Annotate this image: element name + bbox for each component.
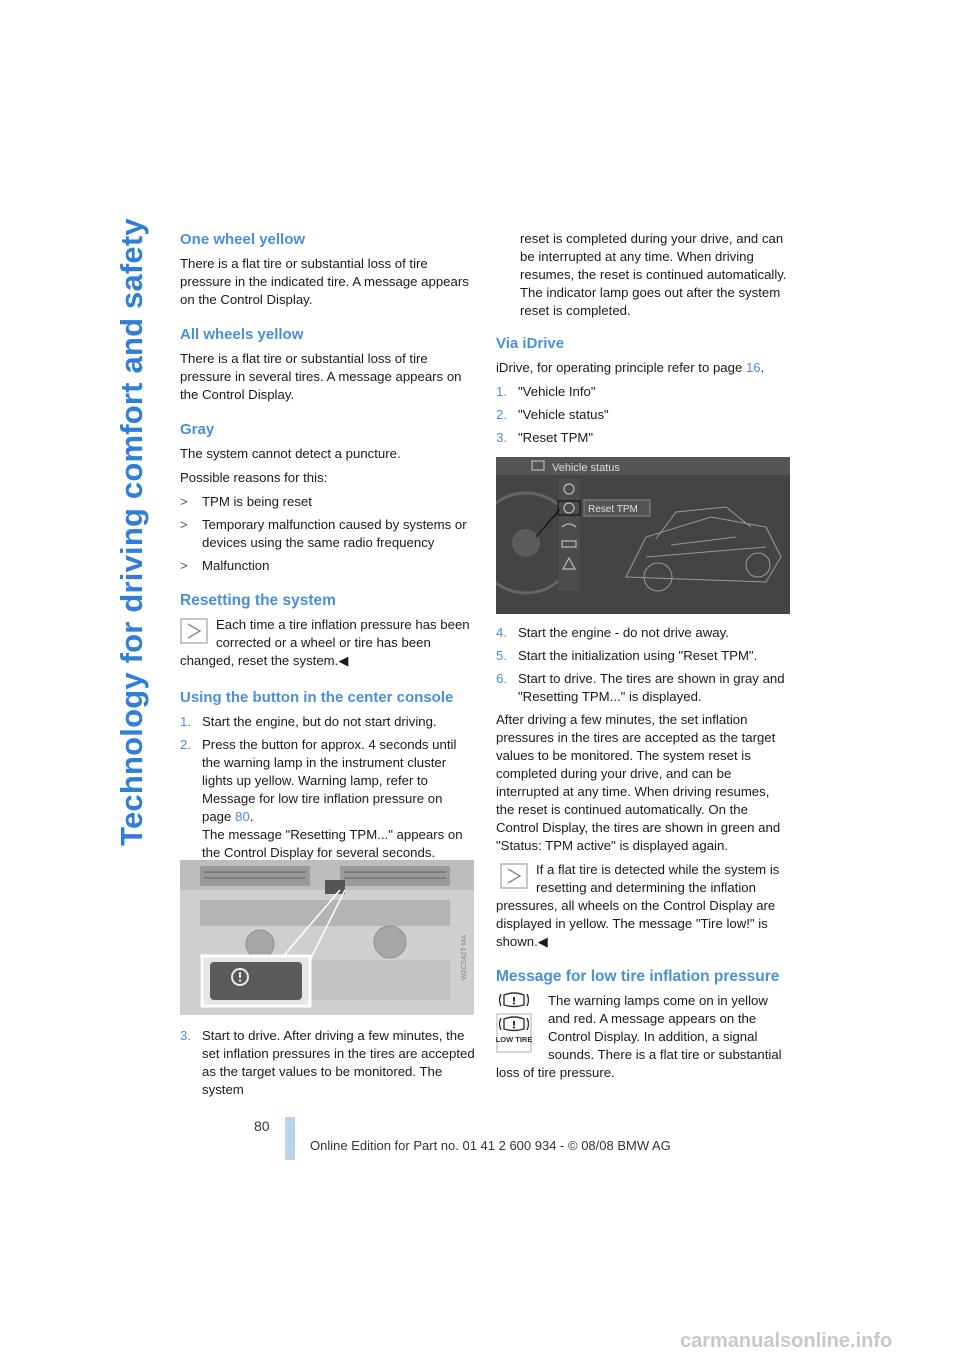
side-section-title — [92, 218, 172, 846]
idrive-step-2: 2. "Vehicle status" — [496, 407, 609, 422]
heading-button: Using the button in the center console — [180, 689, 454, 706]
heading-idrive: Via iDrive — [496, 335, 565, 352]
para-gray-2: Possible reasons for this: — [180, 470, 328, 485]
photo-code: W2CS4ZT-MA — [461, 934, 468, 980]
list-item: > Malfunction — [180, 558, 270, 573]
heading-resetting: Resetting the system — [180, 592, 336, 609]
page-link-80[interactable]: 80 — [235, 809, 250, 824]
right-column-bottom — [496, 624, 790, 1088]
footer-text: Online Edition for Part no. 01 41 2 600 934 - © 08/08 BMW AG — [310, 1138, 671, 1153]
screen-title: Vehicle status — [552, 462, 620, 474]
low-tire-label: LOW TIRE — [496, 1035, 532, 1044]
heading-one-wheel: One wheel yellow — [180, 231, 306, 248]
left-column-bottom — [180, 1027, 475, 1104]
para-idrive: iDrive, for operating principle refer to page 16. — [496, 360, 765, 375]
watermark: carmanualsonline.info — [680, 1330, 893, 1352]
heading-all-wheels: All wheels yellow — [180, 326, 304, 343]
para-continued: reset is completed during your drive, and can be interrupted at any time. When driving resumes, the reset is continued automatically. The indicator lamp goes out after the system reset is completed. — [520, 231, 787, 318]
low-tire-block: LOW TIRE The warning lamps come on in yellow and red. A message appears on the Control Display. In addition, a signal sounds. There is a flat tire or substantial loss of tire pressure. — [496, 993, 782, 1080]
para-one-wheel: There is a flat tire or substantial loss of tire pressure in the indicated tire. A message appears on the Control Display. — [180, 256, 469, 307]
list-item: > Temporary malfunction caused by systems or devices using the same radio frequency — [180, 517, 467, 550]
idrive-step-6: 6. Start to drive. The tires are shown in gray and "Resetting TPM..." is displayed. — [496, 671, 785, 704]
note-resetting: Each time a tire inflation pressure has been corrected or a wheel or tire has been changed, reset the system.◀ — [180, 617, 470, 668]
heading-message-low-pressure: Message for low tire inflation pressure — [496, 968, 780, 985]
idrive-step-4: 4. Start the engine - do not drive away. — [496, 625, 729, 640]
step-3: 3. Start to drive. After driving a few minutes, the set inflation pressures in the tires are accepted as the target values to be monitored. The system — [180, 1028, 475, 1097]
page-link-16[interactable]: 16 — [745, 360, 761, 375]
para-gray-1: The system cannot detect a puncture. — [180, 446, 401, 461]
list-item: > TPM is being reset — [180, 494, 312, 509]
heading-gray: Gray — [180, 421, 215, 438]
para-all-wheels: There is a flat tire or substantial loss of tire pressure in several tires. A message appears on the Control Display. — [180, 351, 462, 402]
note-arrow-icon — [500, 863, 528, 887]
screen-item: Reset TPM — [588, 504, 638, 515]
idrive-step-1: 1. "Vehicle Info" — [496, 384, 596, 399]
step-2: 2. Press the button for approx. 4 seconds until the warning lamp in the instrument cluster lights up yellow. Warning lamp, refer to Message for low tire inflation pressure on page 80. The message "Resetting TPM..." appears on the Control Display for several seconds. — [180, 737, 463, 860]
page-number: 80 — [254, 1118, 270, 1134]
idrive-screen-image — [496, 457, 790, 614]
low-tire-warning-icon — [496, 992, 532, 1052]
note-arrow-icon — [180, 618, 208, 642]
idrive-step-3: 3. "Reset TPM" — [496, 430, 594, 445]
note-flat-tire: If a flat tire is detected while the system is resetting and determining the inflation pressures, all wheels on the Control Display are displayed in yellow. The message "Tire low!" is shown.◀ — [496, 862, 780, 949]
left-column — [180, 230, 475, 867]
center-console-photo — [180, 860, 474, 1015]
footer-accent-bar — [285, 1117, 295, 1160]
idrive-step-5: 5. Start the initialization using "Reset TPM". — [496, 648, 758, 663]
para-after-driving: After driving a few minutes, the set inflation pressures in the tires are accepted as the target values to be monitored. The system reset is completed during your drive, and can be interrupted at any time. When driving resumes, the reset is continued automatically. On the Control Display, the tires are shown in green and "Status: TPM active" is displayed again. — [496, 712, 781, 853]
step-1: 1. Start the engine, but do not start driving. — [180, 714, 437, 729]
right-column — [496, 230, 790, 452]
side-title-text: Technology for driving comfort and safety — [114, 218, 149, 846]
